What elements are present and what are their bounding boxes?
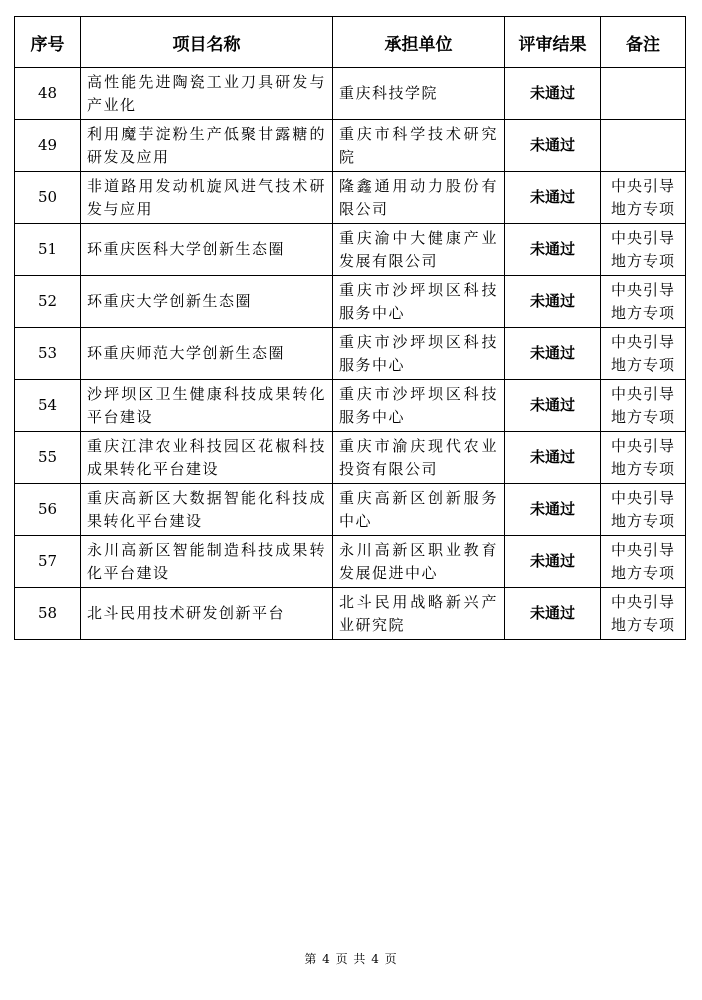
cell-unit: 隆鑫通用动力股份有限公司 (333, 172, 505, 224)
cell-unit: 重庆市沙坪坝区科技服务中心 (333, 380, 505, 432)
cell-project-name: 环重庆医科大学创新生态圈 (81, 224, 333, 276)
table-row (15, 380, 686, 432)
table-row (15, 328, 686, 380)
cell-note: 中央引导地方专项 (601, 432, 686, 484)
table-header-row (15, 17, 686, 68)
cell-num: 49 (15, 120, 81, 172)
cell-result: 未通过 (505, 120, 601, 172)
cell-num: 55 (15, 432, 81, 484)
cell-project-name: 重庆高新区大数据智能化科技成果转化平台建设 (81, 484, 333, 536)
cell-num: 50 (15, 172, 81, 224)
cell-num: 53 (15, 328, 81, 380)
cell-project-name: 高性能先进陶瓷工业刀具研发与产业化 (81, 68, 333, 120)
cell-result: 未通过 (505, 224, 601, 276)
cell-unit: 永川高新区职业教育发展促进中心 (333, 536, 505, 588)
table-row (15, 536, 686, 588)
cell-unit: 重庆市科学技术研究院 (333, 120, 505, 172)
cell-unit: 重庆市沙坪坝区科技服务中心 (333, 276, 505, 328)
cell-result: 未通过 (505, 328, 601, 380)
table-row (15, 432, 686, 484)
cell-num: 52 (15, 276, 81, 328)
cell-note: 中央引导地方专项 (601, 588, 686, 640)
cell-result: 未通过 (505, 380, 601, 432)
cell-unit: 重庆渝中大健康产业发展有限公司 (333, 224, 505, 276)
cell-project-name: 北斗民用技术研发创新平台 (81, 588, 333, 640)
cell-result: 未通过 (505, 536, 601, 588)
cell-result: 未通过 (505, 588, 601, 640)
cell-project-name: 非道路用发动机旋风进气技术研发与应用 (81, 172, 333, 224)
cell-num: 56 (15, 484, 81, 536)
results-table (14, 16, 686, 640)
cell-result: 未通过 (505, 276, 601, 328)
cell-num: 58 (15, 588, 81, 640)
cell-unit: 重庆市渝庆现代农业投资有限公司 (333, 432, 505, 484)
cell-result: 未通过 (505, 68, 601, 120)
header-note: 备注 (601, 17, 686, 68)
table-row (15, 484, 686, 536)
cell-result: 未通过 (505, 484, 601, 536)
cell-note (601, 68, 686, 120)
cell-project-name: 环重庆大学创新生态圈 (81, 276, 333, 328)
header-result: 评审结果 (505, 17, 601, 68)
cell-unit: 重庆高新区创新服务中心 (333, 484, 505, 536)
table-row (15, 276, 686, 328)
cell-result: 未通过 (505, 172, 601, 224)
cell-num: 51 (15, 224, 81, 276)
header-unit: 承担单位 (333, 17, 505, 68)
cell-project-name: 重庆江津农业科技园区花椒科技成果转化平台建设 (81, 432, 333, 484)
cell-note (601, 120, 686, 172)
table-row (15, 224, 686, 276)
cell-note: 中央引导地方专项 (601, 172, 686, 224)
page-footer: 第 4 页 共 4 页 (304, 952, 398, 966)
cell-unit: 重庆市沙坪坝区科技服务中心 (333, 328, 505, 380)
cell-unit: 重庆科技学院 (333, 68, 505, 120)
table-row (15, 172, 686, 224)
header-num: 序号 (15, 17, 81, 68)
cell-note: 中央引导地方专项 (601, 328, 686, 380)
table-row (15, 588, 686, 640)
cell-note: 中央引导地方专项 (601, 380, 686, 432)
cell-project-name: 环重庆师范大学创新生态圈 (81, 328, 333, 380)
cell-note: 中央引导地方专项 (601, 536, 686, 588)
cell-project-name: 利用魔芋淀粉生产低聚甘露糖的研发及应用 (81, 120, 333, 172)
cell-note: 中央引导地方专项 (601, 224, 686, 276)
cell-project-name: 永川高新区智能制造科技成果转化平台建设 (81, 536, 333, 588)
cell-note: 中央引导地方专项 (601, 484, 686, 536)
header-name: 项目名称 (81, 17, 333, 68)
table-row (15, 120, 686, 172)
cell-note: 中央引导地方专项 (601, 276, 686, 328)
cell-project-name: 沙坪坝区卫生健康科技成果转化平台建设 (81, 380, 333, 432)
cell-num: 57 (15, 536, 81, 588)
cell-num: 54 (15, 380, 81, 432)
cell-unit: 北斗民用战略新兴产业研究院 (333, 588, 505, 640)
table-row (15, 68, 686, 120)
cell-num: 48 (15, 68, 81, 120)
cell-result: 未通过 (505, 432, 601, 484)
